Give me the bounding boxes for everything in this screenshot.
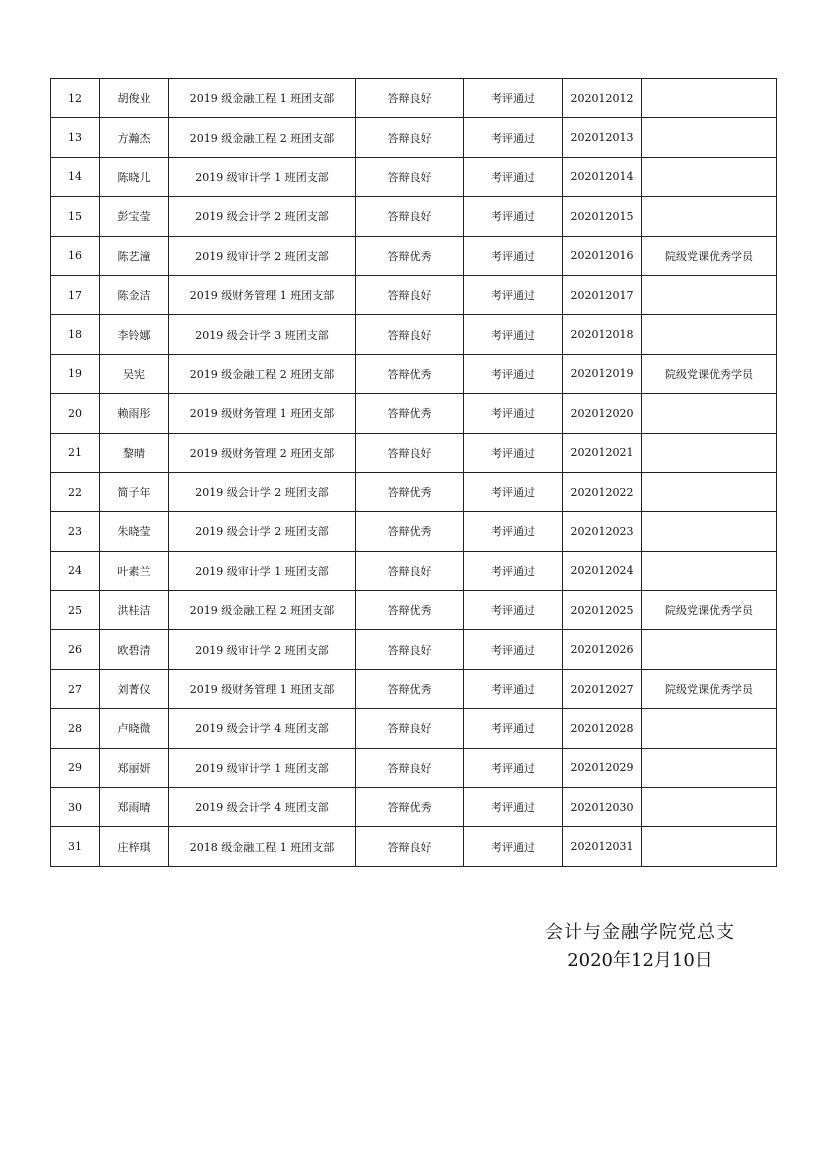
- cell-review-result: 考评通过: [464, 788, 563, 827]
- cell-review-result: 考评通过: [464, 472, 563, 511]
- cell-number: 18: [51, 315, 100, 354]
- cell-remark: [642, 118, 777, 157]
- cell-defense-result: 答辩良好: [356, 827, 464, 866]
- cell-defense-result: 答辩优秀: [356, 788, 464, 827]
- cell-certificate-number: 202012029: [563, 748, 642, 787]
- cell-remark: [642, 275, 777, 314]
- cell-defense-result: 答辩良好: [356, 709, 464, 748]
- cell-defense-result: 答辩优秀: [356, 236, 464, 275]
- table-row: [51, 79, 777, 118]
- cell-number: 17: [51, 275, 100, 314]
- cell-defense-result: 答辩优秀: [356, 472, 464, 511]
- table-row: [51, 788, 777, 827]
- cell-remark: [642, 630, 777, 669]
- cell-branch: 2019 级会计学 4 班团支部: [169, 709, 356, 748]
- cell-remark: [642, 551, 777, 590]
- cell-number: 23: [51, 512, 100, 551]
- cell-review-result: 考评通过: [464, 354, 563, 393]
- cell-name: 陈金洁: [100, 275, 169, 314]
- cell-remark: 院级党课优秀学员: [642, 236, 777, 275]
- table-row: [51, 709, 777, 748]
- cell-certificate-number: 202012031: [563, 827, 642, 866]
- cell-name: 陈艺潼: [100, 236, 169, 275]
- cell-defense-result: 答辩优秀: [356, 591, 464, 630]
- cell-remark: [642, 197, 777, 236]
- cell-name: 方瀚杰: [100, 118, 169, 157]
- table-row: [51, 512, 777, 551]
- cell-name: 简子年: [100, 472, 169, 511]
- cell-certificate-number: 202012027: [563, 669, 642, 708]
- cell-review-result: 考评通过: [464, 827, 563, 866]
- table-row: [51, 472, 777, 511]
- cell-defense-result: 答辩良好: [356, 433, 464, 472]
- cell-branch: 2019 级金融工程 2 班团支部: [169, 118, 356, 157]
- cell-number: 12: [51, 79, 100, 118]
- cell-defense-result: 答辩良好: [356, 157, 464, 196]
- cell-branch: 2019 级审计学 1 班团支部: [169, 748, 356, 787]
- cell-defense-result: 答辩良好: [356, 118, 464, 157]
- table-row: [51, 197, 777, 236]
- cell-name: 吴宪: [100, 354, 169, 393]
- cell-certificate-number: 202012013: [563, 118, 642, 157]
- cell-name: 李铃娜: [100, 315, 169, 354]
- cell-remark: [642, 827, 777, 866]
- table-row: [51, 748, 777, 787]
- cell-name: 赖雨彤: [100, 394, 169, 433]
- cell-remark: [642, 157, 777, 196]
- cell-certificate-number: 202012020: [563, 394, 642, 433]
- cell-number: 16: [51, 236, 100, 275]
- cell-review-result: 考评通过: [464, 79, 563, 118]
- table-row: [51, 630, 777, 669]
- cell-name: 黎晴: [100, 433, 169, 472]
- cell-remark: [642, 394, 777, 433]
- cell-certificate-number: 202012021: [563, 433, 642, 472]
- cell-defense-result: 答辩良好: [356, 630, 464, 669]
- cell-defense-result: 答辩良好: [356, 79, 464, 118]
- cell-certificate-number: 202012014: [563, 157, 642, 196]
- roster-table: [50, 78, 777, 867]
- cell-branch: 2019 级金融工程 2 班团支部: [169, 354, 356, 393]
- cell-certificate-number: 202012025: [563, 591, 642, 630]
- cell-number: 31: [51, 827, 100, 866]
- cell-defense-result: 答辩优秀: [356, 394, 464, 433]
- cell-review-result: 考评通过: [464, 669, 563, 708]
- cell-remark: [642, 315, 777, 354]
- cell-certificate-number: 202012018: [563, 315, 642, 354]
- table-row: [51, 315, 777, 354]
- cell-review-result: 考评通过: [464, 315, 563, 354]
- cell-review-result: 考评通过: [464, 630, 563, 669]
- table-row: [51, 275, 777, 314]
- cell-defense-result: 答辩良好: [356, 197, 464, 236]
- cell-review-result: 考评通过: [464, 236, 563, 275]
- cell-branch: 2019 级会计学 3 班团支部: [169, 315, 356, 354]
- cell-name: 叶素兰: [100, 551, 169, 590]
- cell-certificate-number: 202012030: [563, 788, 642, 827]
- cell-name: 郑雨晴: [100, 788, 169, 827]
- cell-name: 卢晓微: [100, 709, 169, 748]
- cell-name: 陈晓儿: [100, 157, 169, 196]
- cell-name: 刘菁仪: [100, 669, 169, 708]
- signature-date: 2020年12月10日: [567, 950, 713, 971]
- cell-remark: [642, 79, 777, 118]
- signature-organization: 会计与金融学院党总支: [545, 922, 735, 943]
- table-row: [51, 157, 777, 196]
- cell-review-result: 考评通过: [464, 551, 563, 590]
- cell-review-result: 考评通过: [464, 512, 563, 551]
- cell-certificate-number: 202012017: [563, 275, 642, 314]
- cell-remark: [642, 433, 777, 472]
- cell-number: 20: [51, 394, 100, 433]
- cell-remark: [642, 472, 777, 511]
- cell-branch: 2019 级财务管理 1 班团支部: [169, 394, 356, 433]
- cell-review-result: 考评通过: [464, 433, 563, 472]
- cell-branch: 2018 级金融工程 1 班团支部: [169, 827, 356, 866]
- cell-number: 14: [51, 157, 100, 196]
- cell-name: 郑丽妍: [100, 748, 169, 787]
- cell-branch: 2019 级金融工程 1 班团支部: [169, 79, 356, 118]
- cell-number: 28: [51, 709, 100, 748]
- cell-certificate-number: 202012024: [563, 551, 642, 590]
- cell-certificate-number: 202012023: [563, 512, 642, 551]
- cell-number: 30: [51, 788, 100, 827]
- cell-remark: 院级党课优秀学员: [642, 354, 777, 393]
- cell-defense-result: 答辩优秀: [356, 669, 464, 708]
- table-row: [51, 236, 777, 275]
- cell-remark: [642, 788, 777, 827]
- cell-remark: [642, 709, 777, 748]
- cell-review-result: 考评通过: [464, 394, 563, 433]
- table-row: [51, 551, 777, 590]
- table-row: [51, 669, 777, 708]
- table-row: [51, 354, 777, 393]
- cell-defense-result: 答辩优秀: [356, 354, 464, 393]
- cell-certificate-number: 202012019: [563, 354, 642, 393]
- cell-name: 洪桂洁: [100, 591, 169, 630]
- cell-branch: 2019 级审计学 2 班团支部: [169, 630, 356, 669]
- cell-number: 26: [51, 630, 100, 669]
- cell-review-result: 考评通过: [464, 591, 563, 630]
- cell-branch: 2019 级会计学 4 班团支部: [169, 788, 356, 827]
- cell-name: 欧碧清: [100, 630, 169, 669]
- cell-name: 胡俊业: [100, 79, 169, 118]
- cell-branch: 2019 级财务管理 1 班团支部: [169, 275, 356, 314]
- cell-review-result: 考评通过: [464, 275, 563, 314]
- cell-branch: 2019 级会计学 2 班团支部: [169, 512, 356, 551]
- cell-branch: 2019 级会计学 2 班团支部: [169, 472, 356, 511]
- cell-remark: 院级党课优秀学员: [642, 669, 777, 708]
- table-row: [51, 433, 777, 472]
- cell-certificate-number: 202012012: [563, 79, 642, 118]
- roster-body: [51, 79, 777, 867]
- cell-defense-result: 答辩良好: [356, 315, 464, 354]
- cell-name: 朱晓莹: [100, 512, 169, 551]
- cell-remark: 院级党课优秀学员: [642, 591, 777, 630]
- cell-name: 彭宝莹: [100, 197, 169, 236]
- table-row: [51, 591, 777, 630]
- table-row: [51, 394, 777, 433]
- cell-number: 29: [51, 748, 100, 787]
- cell-number: 22: [51, 472, 100, 511]
- cell-defense-result: 答辩优秀: [356, 512, 464, 551]
- cell-review-result: 考评通过: [464, 157, 563, 196]
- cell-branch: 2019 级财务管理 2 班团支部: [169, 433, 356, 472]
- cell-defense-result: 答辩良好: [356, 275, 464, 314]
- cell-defense-result: 答辩良好: [356, 748, 464, 787]
- cell-branch: 2019 级金融工程 2 班团支部: [169, 591, 356, 630]
- cell-review-result: 考评通过: [464, 748, 563, 787]
- cell-review-result: 考评通过: [464, 197, 563, 236]
- cell-review-result: 考评通过: [464, 709, 563, 748]
- cell-number: 24: [51, 551, 100, 590]
- table-row: [51, 118, 777, 157]
- cell-branch: 2019 级财务管理 1 班团支部: [169, 669, 356, 708]
- cell-certificate-number: 202012016: [563, 236, 642, 275]
- cell-certificate-number: 202012026: [563, 630, 642, 669]
- cell-name: 庄梓琪: [100, 827, 169, 866]
- cell-remark: [642, 748, 777, 787]
- cell-number: 25: [51, 591, 100, 630]
- cell-remark: [642, 512, 777, 551]
- cell-number: 21: [51, 433, 100, 472]
- cell-branch: 2019 级审计学 1 班团支部: [169, 157, 356, 196]
- cell-number: 27: [51, 669, 100, 708]
- cell-number: 19: [51, 354, 100, 393]
- table-row: [51, 827, 777, 866]
- cell-certificate-number: 202012028: [563, 709, 642, 748]
- cell-review-result: 考评通过: [464, 118, 563, 157]
- cell-certificate-number: 202012022: [563, 472, 642, 511]
- cell-defense-result: 答辩良好: [356, 551, 464, 590]
- cell-number: 13: [51, 118, 100, 157]
- cell-branch: 2019 级审计学 2 班团支部: [169, 236, 356, 275]
- cell-certificate-number: 202012015: [563, 197, 642, 236]
- cell-branch: 2019 级审计学 1 班团支部: [169, 551, 356, 590]
- cell-branch: 2019 级会计学 2 班团支部: [169, 197, 356, 236]
- cell-number: 15: [51, 197, 100, 236]
